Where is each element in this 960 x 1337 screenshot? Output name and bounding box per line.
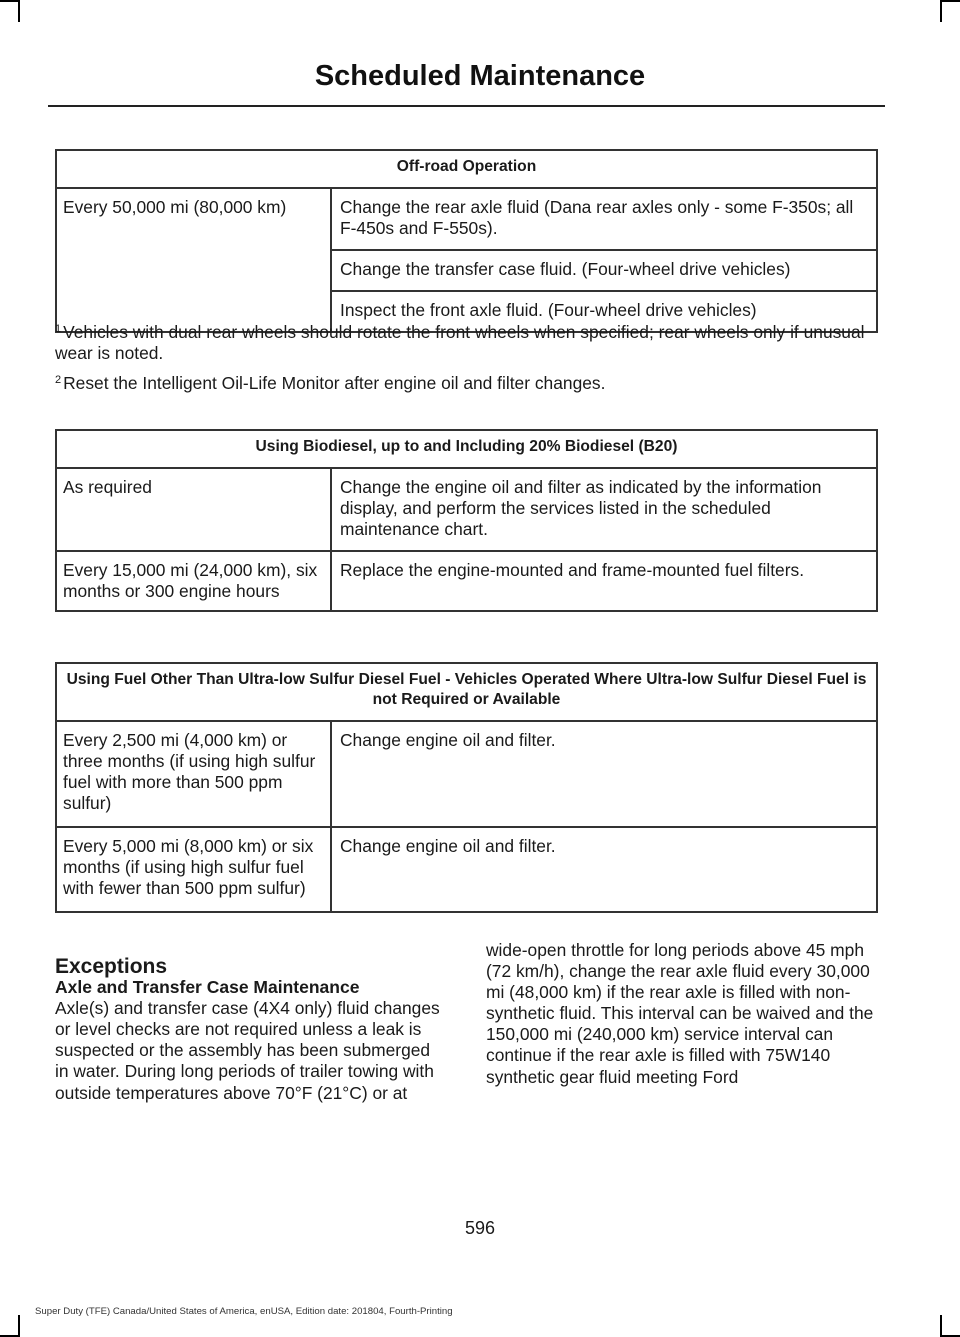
interval-cell: Every 15,000 mi (24,000 km), six months or 300 engine hours xyxy=(56,551,331,611)
crop-mark xyxy=(18,0,20,22)
action-cell: Change engine oil and filter. xyxy=(331,827,877,912)
edition-footer: Super Duty (TFE) Canada/United States of America, enUSA, Edition date: 201804, Fourth-Printing xyxy=(35,1306,453,1317)
crop-mark xyxy=(940,0,960,2)
action-cell: Change the transfer case fluid. (Four-wheel drive vehicles) xyxy=(331,250,877,291)
interval-cell: Every 5,000 mi (8,000 km) or six months (if using high sulfur fuel with fewer than 500 ppm sulfur) xyxy=(56,827,331,912)
action-cell: Change the engine oil and filter as indicated by the information display, and perform the services listed in the scheduled maintenance chart. xyxy=(331,468,877,551)
footnote-marker: 2 xyxy=(55,374,62,386)
action-cell: Inspect the front axle fluid. (Four-wheel drive vehicles) xyxy=(331,291,877,332)
crop-mark xyxy=(18,1315,20,1337)
footnotes xyxy=(55,319,883,400)
exceptions-right-column xyxy=(486,940,878,1088)
body-text: wide-open throttle for long periods above 45 mph (72 km/h), change the rear axle fluid every 30,000 mi (48,000 km) if the rear axle is filled with non-synthetic fluid. This interval can be waived and the 150,000 mi (240,000 km) service interval can continue if the rear axle is filled with 75W140 synthetic gear fluid meeting Ford xyxy=(486,940,874,1087)
page-title: Scheduled Maintenance xyxy=(314,60,646,92)
table-title: Using Biodiesel, up to and Including 20% Biodiesel (B20) xyxy=(56,430,877,468)
interval-cell: Every 50,000 mi (80,000 km) xyxy=(56,188,331,332)
footnote xyxy=(55,319,883,364)
crop-mark xyxy=(940,1315,942,1337)
crop-mark xyxy=(940,0,942,22)
biodiesel-table xyxy=(55,429,878,612)
subsection-heading: Axle and Transfer Case Maintenance xyxy=(55,977,360,998)
table-title: Using Fuel Other Than Ultra-low Sulfur Diesel Fuel - Vehicles Operated Where Ultra-low Sulfur Diesel Fuel is not Required or Available xyxy=(56,663,877,721)
footnote-text: Reset the Intelligent Oil-Life Monitor after engine oil and filter changes. xyxy=(63,373,606,393)
interval-cell: Every 2,500 mi (4,000 km) or three months (if using high sulfur fuel with more than 500 ppm sulfur) xyxy=(56,721,331,827)
crop-mark xyxy=(0,0,20,2)
header-divider xyxy=(48,105,885,107)
exceptions-left-column xyxy=(55,956,447,1104)
page-number: 596 xyxy=(464,1218,496,1238)
table-title: Off-road Operation xyxy=(56,150,877,188)
interval-cell: As required xyxy=(56,468,331,551)
action-cell: Replace the engine-mounted and frame-mounted fuel filters. xyxy=(331,551,877,611)
footnote xyxy=(55,370,883,394)
section-heading: Exceptions xyxy=(55,955,168,978)
body-text: Axle(s) and transfer case (4X4 only) fluid changes or level checks are not required unless a leak is suspected or the assembly has been submerged in water. During long periods of trailer towing with outside temperatures above 70°F (21°C) or at xyxy=(55,998,440,1103)
action-cell: Change the rear axle fluid (Dana rear axles only - some F-350s; all F-450s and F-550s). xyxy=(331,188,877,250)
fuel-other-table xyxy=(55,662,878,913)
footnote-marker: 1 xyxy=(55,323,62,335)
offroad-operation-table xyxy=(55,149,878,333)
footnote-text: Vehicles with dual rear wheels should rotate the front wheels when specified; rear wheels only if unusual wear is noted. xyxy=(55,322,865,363)
action-cell: Change engine oil and filter. xyxy=(331,721,877,827)
